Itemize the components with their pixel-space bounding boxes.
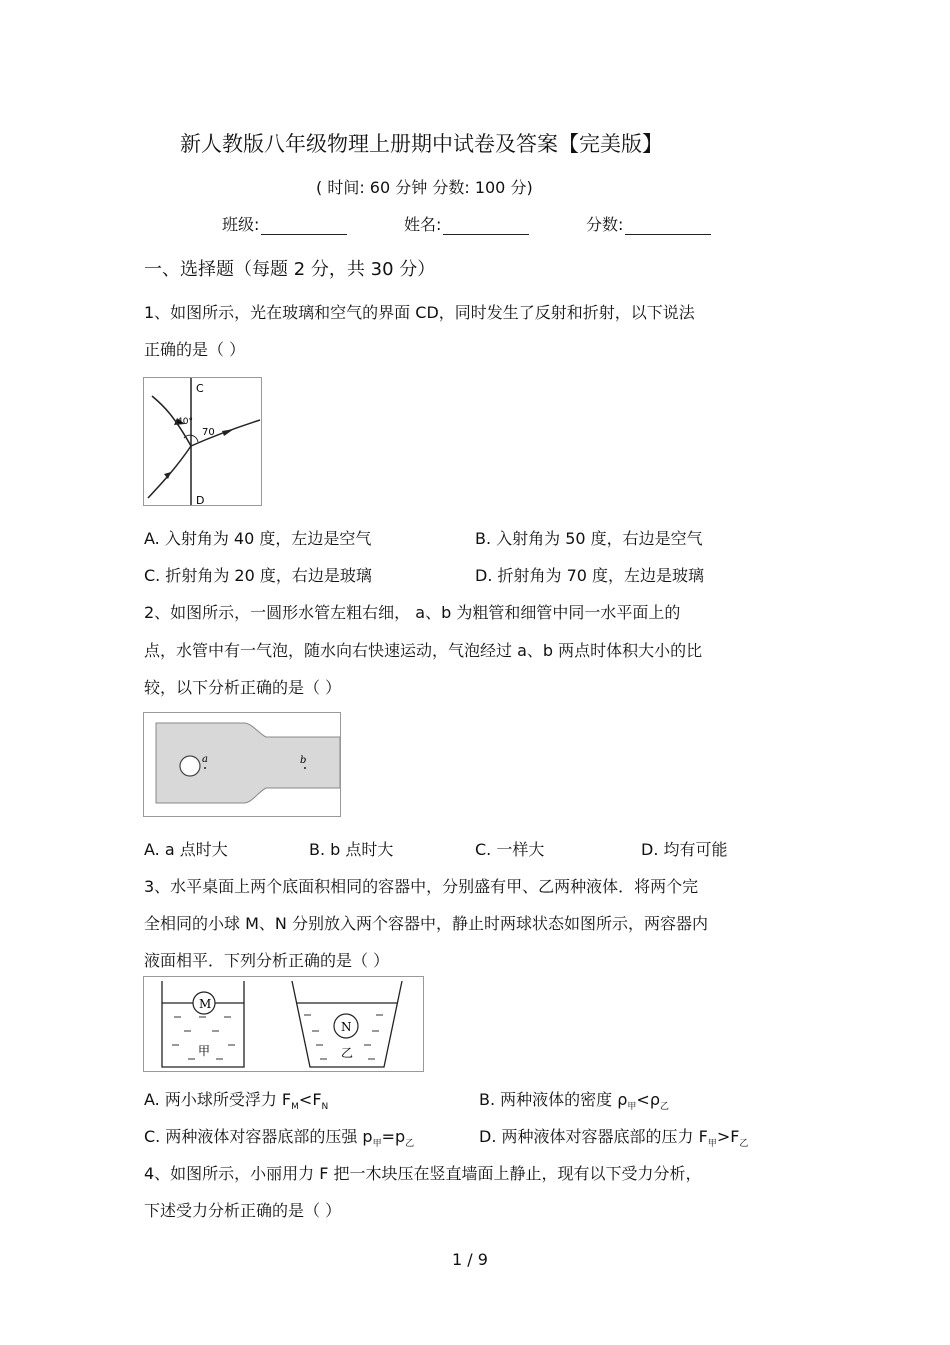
q3-option-a-sub2: N: [321, 1102, 329, 1113]
q3-option-b-sub1: 甲: [627, 1102, 637, 1113]
q4-line1: 4、如图所示，小丽用力 F 把一木块压在竖直墙面上静止，现有以下受力分析，: [144, 1164, 702, 1183]
q3-option-a[interactable]: [144, 1087, 328, 1112]
label-yi: 乙: [341, 1046, 354, 1060]
label-m: M: [199, 997, 212, 1011]
class-label: 班级:: [222, 215, 260, 234]
incident-ray: [148, 446, 191, 498]
q3-option-a-sub1: M: [291, 1102, 299, 1113]
label-c: C: [196, 382, 204, 395]
q2-option-d[interactable]: D. 均有可能: [641, 840, 728, 859]
label-jia: 甲: [198, 1044, 211, 1058]
q2-option-b[interactable]: B. b 点时大: [309, 840, 394, 859]
class-field[interactable]: [222, 212, 347, 235]
q3-option-d-mid: >F: [716, 1127, 740, 1146]
q4-line2: 下述受力分析正确的是（ ）: [144, 1201, 342, 1220]
label-angle-70: 70: [202, 427, 215, 438]
point-a: [204, 767, 206, 769]
q3-option-b-mid: <ρ: [636, 1090, 660, 1109]
q1-option-d[interactable]: D. 折射角为 70 度，左边是玻璃: [475, 566, 705, 585]
q3-option-a-text: A. 两小球所受浮力 F: [144, 1090, 292, 1109]
label-a: a: [202, 754, 208, 765]
q2-line3: 较，以下分析正确的是（ ）: [144, 678, 342, 697]
q3-option-c-text: C. 两种液体对容器底部的压强 p: [144, 1127, 373, 1146]
q3-option-c[interactable]: [144, 1124, 414, 1149]
q3-option-d[interactable]: [479, 1124, 748, 1149]
point-b: [304, 767, 306, 769]
q3-line3: 液面相平．下列分析正确的是（ ）: [144, 951, 390, 970]
class-blank[interactable]: [261, 218, 347, 235]
q3-option-d-sub2: 乙: [739, 1139, 749, 1150]
q3-option-d-text: D. 两种液体对容器底部的压力 F: [479, 1127, 708, 1146]
q3-line2: 全相同的小球 M、N 分别放入两个容器中，静止时两球状态如图所示，两容器内: [144, 914, 708, 933]
q2-line1: 2、如图所示，一圆形水管左粗右细， a、b 为粗管和细管中同一水平面上的: [144, 603, 681, 622]
q3-option-c-mid: =p: [381, 1127, 406, 1146]
q3-option-b-sub2: 乙: [659, 1102, 669, 1113]
q3-option-c-sub2: 乙: [405, 1139, 415, 1150]
label-b: b: [300, 755, 307, 766]
q3-containers-figure: [143, 976, 424, 1072]
q1-option-a[interactable]: A. 入射角为 40 度，左边是空气: [144, 529, 372, 548]
label-n: N: [341, 1020, 352, 1034]
q2-line2: 点，水管中有一气泡，随水向右快速运动，气泡经过 a、b 两点时体积大小的比: [144, 641, 703, 660]
score-label: 分数:: [586, 215, 624, 234]
name-field[interactable]: [404, 212, 529, 235]
q3-option-a-mid: <F: [298, 1090, 322, 1109]
name-label: 姓名:: [404, 215, 442, 234]
page-title: 新人教版八年级物理上册期中试卷及答案【完美版】: [180, 132, 663, 156]
score-blank[interactable]: [625, 218, 711, 235]
air-bubble: [180, 756, 200, 776]
q1-line1: 1、如图所示，光在玻璃和空气的界面 CD，同时发生了反射和折射，以下说法: [144, 303, 695, 322]
q3-option-d-sub1: 甲: [707, 1139, 717, 1150]
q2-option-a[interactable]: A. a 点时大: [144, 840, 228, 859]
q1-refraction-figure: [143, 377, 262, 506]
section-heading: 一、选择题（每题 2 分，共 30 分）: [144, 259, 436, 280]
q3-option-c-sub1: 甲: [372, 1139, 382, 1150]
q1-line2: 正确的是（ ）: [144, 340, 246, 359]
q3-option-b-text: B. 两种液体的密度 ρ: [479, 1090, 628, 1109]
q1-option-b[interactable]: B. 入射角为 50 度，右边是空气: [475, 529, 703, 548]
name-blank[interactable]: [443, 218, 529, 235]
label-angle-40: 40°: [177, 417, 193, 427]
q2-pipe-figure: [143, 712, 341, 817]
q1-option-c[interactable]: C. 折射角为 20 度，右边是玻璃: [144, 566, 372, 585]
refracted-arrow: [222, 429, 234, 436]
q2-option-c[interactable]: C. 一样大: [475, 840, 545, 859]
q3-line1: 3、水平桌面上两个底面积相同的容器中，分别盛有甲、乙两种液体．将两个完: [144, 877, 699, 896]
exam-info: ( 时间: 60 分钟 分数: 100 分): [316, 178, 533, 197]
label-d: D: [196, 494, 205, 506]
q3-option-b[interactable]: [479, 1087, 669, 1112]
page-number: 1 / 9: [452, 1250, 488, 1269]
score-field[interactable]: [586, 212, 711, 235]
